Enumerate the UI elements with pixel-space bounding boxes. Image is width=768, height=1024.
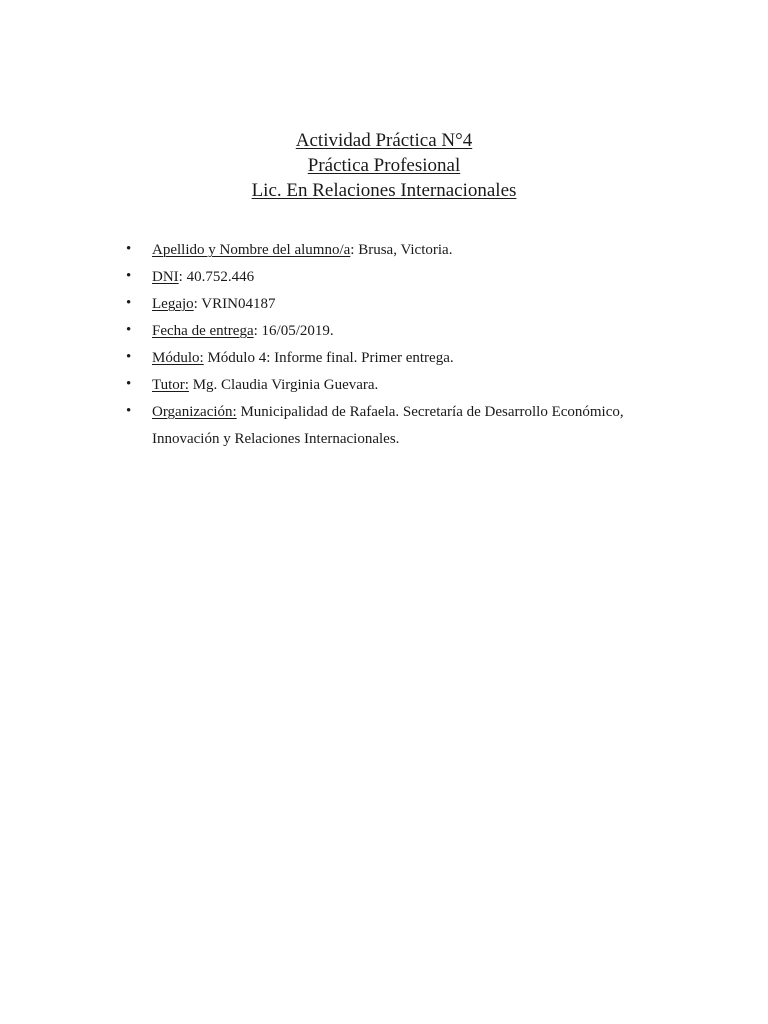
list-item-dni: [126, 264, 652, 291]
item-label: Organización:: [152, 404, 237, 420]
item-separator: :: [350, 242, 355, 258]
item-label: Tutor:: [152, 377, 189, 393]
item-value: Municipalidad de Rafaela. Secretaría de Desarrollo Económico, Innovación y Relaciones Internacionales.: [152, 404, 624, 447]
item-separator: :: [253, 323, 258, 339]
item-label: Fecha de entrega: [152, 323, 254, 339]
bullet-icon: •: [126, 268, 132, 284]
title-line-subject: Práctica Profesional: [307, 155, 461, 176]
bullet-icon: •: [126, 295, 132, 311]
title-line-degree: Lic. En Relaciones Internacionales: [251, 180, 517, 201]
student-info-list: [126, 237, 652, 453]
bullet-icon: •: [126, 241, 132, 257]
bullet-icon: •: [126, 376, 132, 392]
item-value: VRIN04187: [197, 296, 276, 312]
list-item-student-name: [126, 237, 652, 264]
item-label: Legajo: [152, 296, 194, 312]
list-item-legajo: [126, 291, 652, 318]
list-item-module: [126, 345, 652, 372]
bullet-icon: •: [126, 349, 132, 365]
bullet-icon: •: [126, 322, 132, 338]
item-label: DNI: [152, 269, 179, 285]
bullet-icon: •: [126, 403, 132, 419]
item-value: Módulo 4: Informe final. Primer entrega.: [203, 350, 454, 366]
list-item-delivery-date: [126, 318, 652, 345]
title-line-activity: Actividad Práctica N°4: [295, 130, 473, 151]
item-value: Brusa, Victoria.: [354, 242, 453, 258]
item-label: Apellido y Nombre del alumno/a: [152, 242, 351, 258]
item-separator: :: [193, 296, 198, 312]
document-title: [0, 128, 768, 203]
item-label: Módulo:: [152, 350, 204, 366]
item-value: Mg. Claudia Virginia Guevara.: [188, 377, 379, 393]
list-item-organization: [126, 399, 652, 453]
item-separator: :: [178, 269, 183, 285]
list-item-tutor: [126, 372, 652, 399]
item-value: 16/05/2019.: [257, 323, 334, 339]
item-value: 40.752.446: [182, 269, 255, 285]
